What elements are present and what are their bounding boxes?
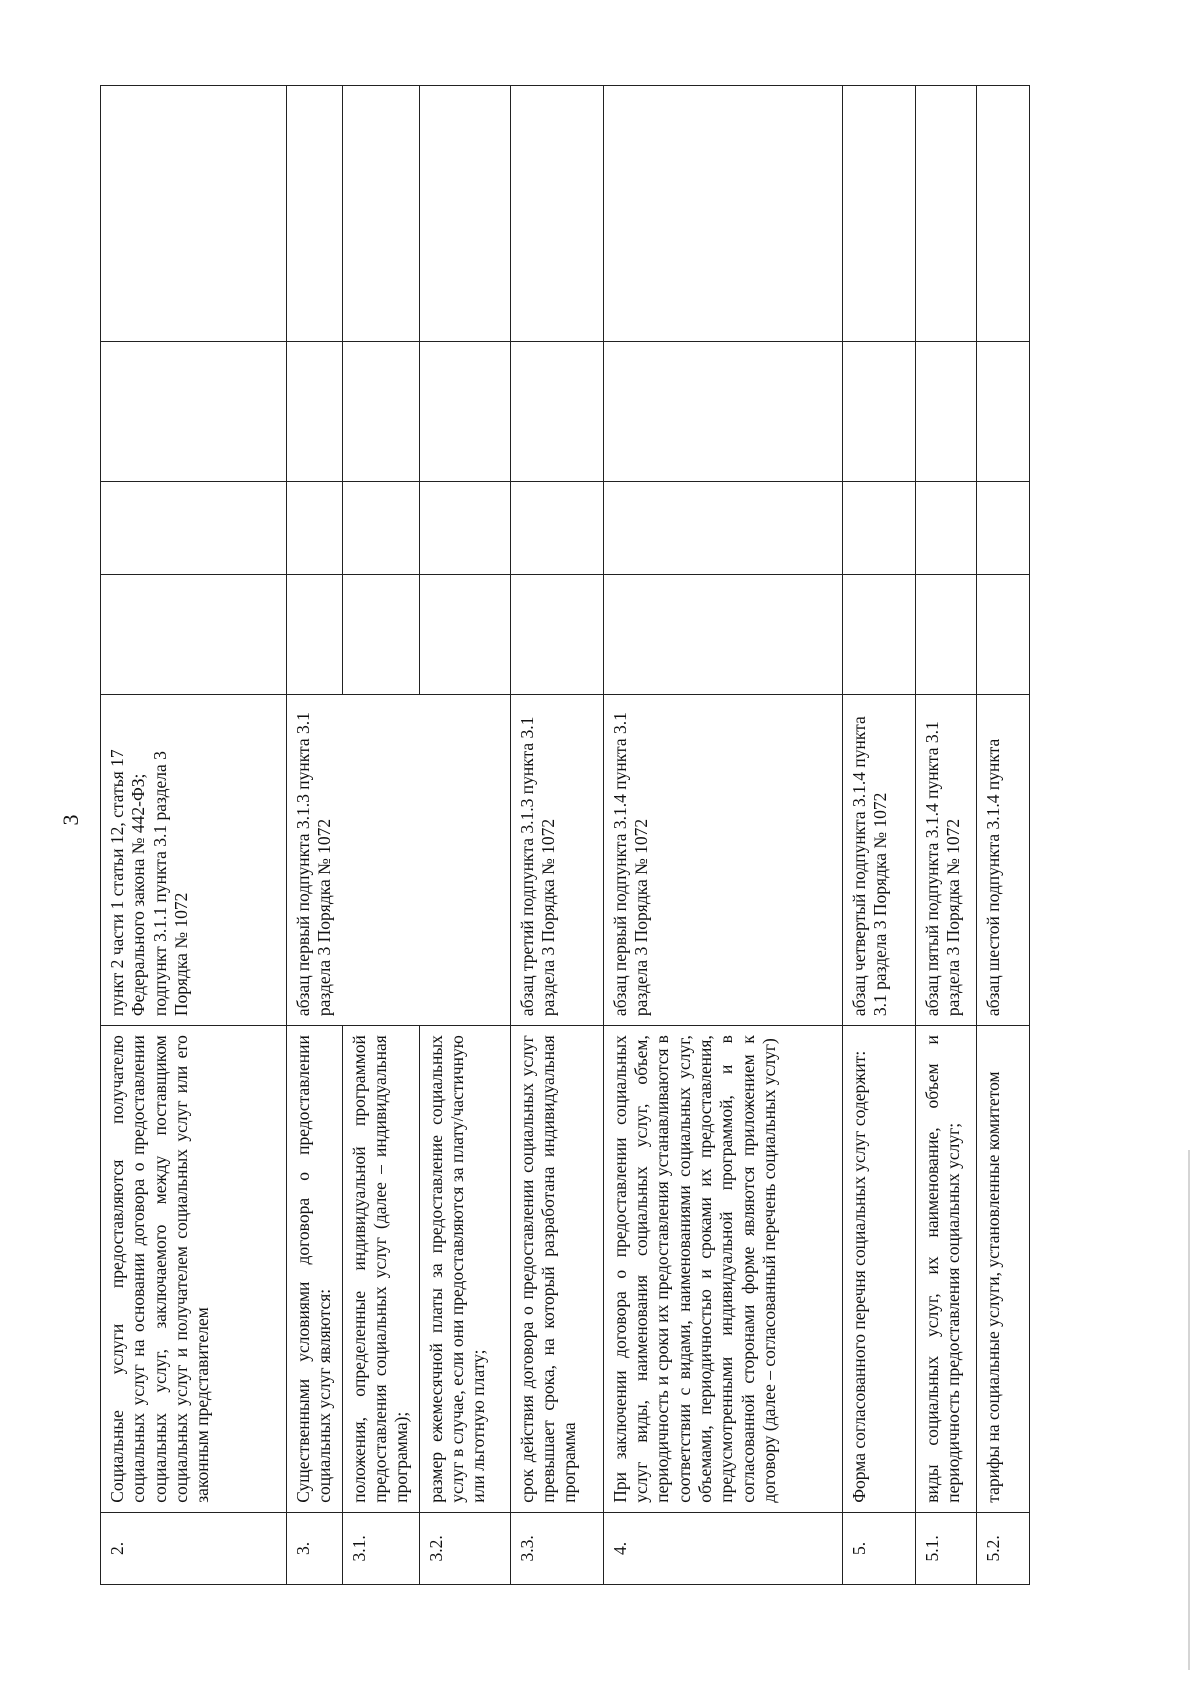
answer-cell: [510, 482, 603, 574]
answer-cell: [342, 482, 419, 574]
answer-cell: [101, 482, 287, 574]
answer-cell: [287, 482, 343, 574]
comment-cell: [510, 86, 603, 342]
comment-cell: [342, 86, 419, 342]
table-row: [842, 86, 915, 1585]
comment-cell: [976, 86, 1029, 342]
answer-cell: [287, 574, 343, 694]
answer-cell: [842, 482, 915, 574]
legal-reference: абзац первый подпункта 3.1.4 пункта 3.1 раздела 3 Порядка № 1072: [603, 695, 842, 1026]
answer-cell: [101, 574, 287, 694]
table-row: [976, 86, 1029, 1585]
requirement-text: Социальные услуги предоставляются получателю социальных услуг на основании договора о предоставлении социальных услуг, заключаемого между поставщиком социальных услуг и получателем социальных услуг или его законным представителем: [101, 1026, 287, 1513]
answer-cell: [842, 574, 915, 694]
row-number: 3.3.: [510, 1512, 603, 1584]
answer-cell: [915, 341, 976, 481]
table-row: [915, 86, 976, 1585]
answer-cell: [976, 482, 1029, 574]
table-row: [287, 86, 343, 1585]
comment-cell: [287, 86, 343, 342]
requirement-text: виды социальных услуг, их наименование, объем и периодичность предоставления социальных услуг;: [915, 1026, 976, 1513]
table-row: [510, 86, 603, 1585]
legal-reference: пункт 2 части 1 статьи 12, статья 17 Федерального закона № 442-ФЗ; подпункт 3.1.1 пункта 3.1 раздела 3 Порядка № 1072: [101, 695, 287, 1026]
row-number: 3.1.: [342, 1512, 419, 1584]
answer-cell: [510, 341, 603, 481]
requirement-text: Форма согласованного перечня социальных услуг содержит:: [842, 1026, 915, 1513]
requirement-text: положения, определенные индивидуальной программой предоставления социальных услуг (далее – индивидуальная программа);: [342, 1026, 419, 1513]
answer-cell: [915, 482, 976, 574]
answer-cell: [510, 574, 603, 694]
answer-cell: [342, 574, 419, 694]
comment-cell: [842, 86, 915, 342]
answer-cell: [419, 482, 510, 574]
requirement-text: При заключении договора о предоставлении социальных услуг виды, наименования социальных услуг, объем, периодичность и сроки их предоставления устанавливаются в соответствии с видами, наименованиями социальных услуг, объемами, периодичностью и сроками их предоставления, предусмотренными индивидуальной программой, и в согласованной сторонами форме являются приложением к договору (далее – согласованный перечень социальных услуг): [603, 1026, 842, 1513]
scan-edge-line: [1188, 1150, 1190, 1670]
requirement-text: срок действия договора о предоставлении социальных услуг превышает срока, на который разработана индивидуальная программа: [510, 1026, 603, 1513]
answer-cell: [915, 574, 976, 694]
comment-cell: [603, 86, 842, 342]
page-number: 3: [58, 814, 83, 826]
table-row: [101, 86, 287, 1585]
row-number: 5.1.: [915, 1512, 976, 1584]
answer-cell: [603, 574, 842, 694]
row-number: 5.2.: [976, 1512, 1029, 1584]
legal-reference: абзац первый подпункта 3.1.3 пункта 3.1 раздела 3 Порядка № 1072: [287, 695, 511, 1026]
rotated-table-wrapper: [100, 85, 1135, 1585]
row-number: 3.: [287, 1512, 343, 1584]
row-number: 5.: [842, 1512, 915, 1584]
row-number: 3.2.: [419, 1512, 510, 1584]
answer-cell: [101, 341, 287, 481]
requirements-table: [100, 85, 1030, 1585]
comment-cell: [915, 86, 976, 342]
legal-reference: абзац четвертый подпункта 3.1.4 пункта 3.1 раздела 3 Порядка № 1072: [842, 695, 915, 1026]
legal-reference: абзац шестой подпункта 3.1.4 пункта: [976, 695, 1029, 1026]
requirement-text: размер ежемесячной платы за предоставление социальных услуг в случае, если они предоставляются за плату/частичную или льготную плату;: [419, 1026, 510, 1513]
answer-cell: [976, 574, 1029, 694]
comment-cell: [419, 86, 510, 342]
requirement-text: тарифы на социальные услуги, установленные комитетом: [976, 1026, 1029, 1513]
table-row: [603, 86, 842, 1585]
legal-reference: абзац пятый подпункта 3.1.4 пункта 3.1 раздела 3 Порядка № 1072: [915, 695, 976, 1026]
answer-cell: [419, 574, 510, 694]
row-number: 4.: [603, 1512, 842, 1584]
answer-cell: [976, 341, 1029, 481]
answer-cell: [419, 341, 510, 481]
requirement-text: Существенными условиями договора о предоставлении социальных услуг являются:: [287, 1026, 343, 1513]
answer-cell: [603, 341, 842, 481]
legal-reference: абзац третий подпункта 3.1.3 пункта 3.1 раздела 3 Порядка № 1072: [510, 695, 603, 1026]
answer-cell: [342, 341, 419, 481]
answer-cell: [842, 341, 915, 481]
row-number: 2.: [101, 1512, 287, 1584]
answer-cell: [287, 341, 343, 481]
comment-cell: [101, 86, 287, 342]
answer-cell: [603, 482, 842, 574]
